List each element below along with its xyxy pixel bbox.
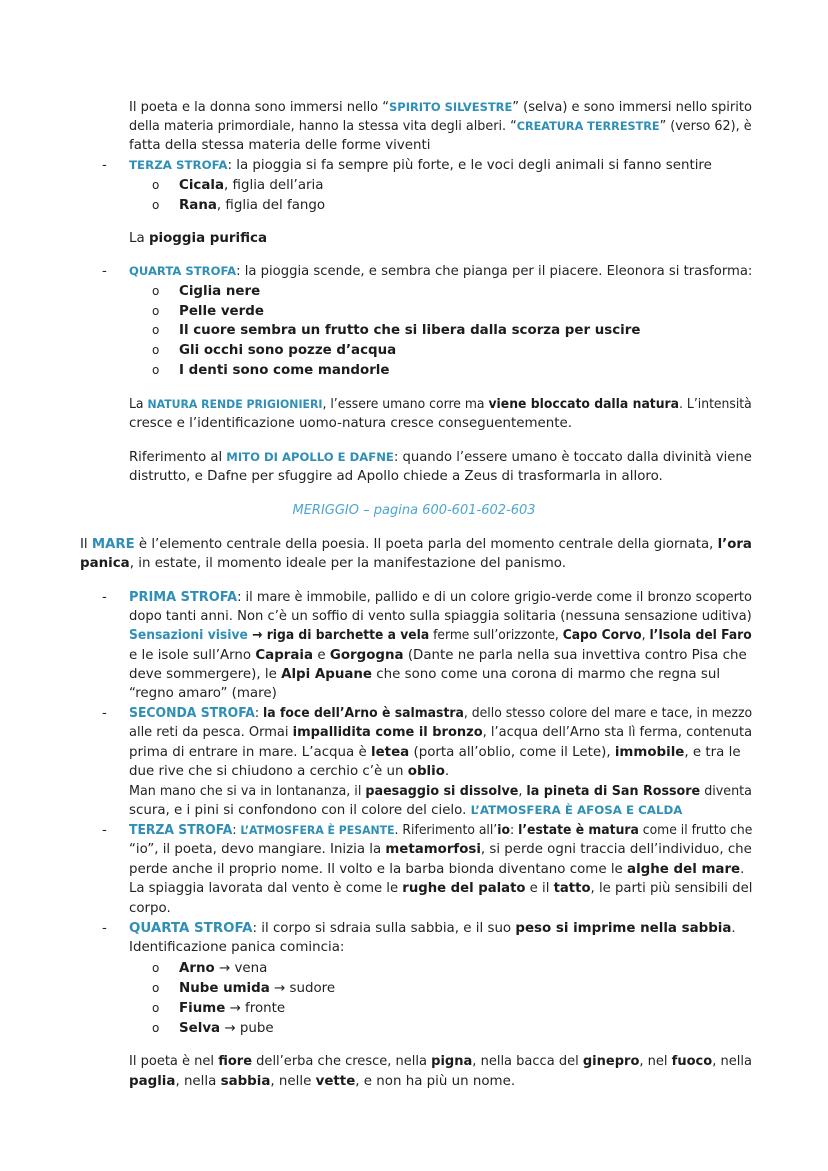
terza-2-line-1: TERZA STROFA: L’ATMOSFERA È PESANTE. Riferimento all’io: l’estate è matura come il frutto che	[129, 823, 753, 838]
seconda-line-4: due rive che si chiudono a cerchio c’è un oblio.	[129, 764, 450, 779]
list-bullet: o	[152, 343, 160, 357]
list-bullet: o	[152, 1021, 160, 1035]
seconda-line-2: alle reti da pesca. Ormai impallidita come il bronzo, l’acqua dell’Arno sta lì ferma, contenuta	[129, 725, 753, 740]
prima-line-6: “regno amaro” (mare)	[129, 686, 277, 701]
list-item: Pelle verde	[179, 304, 264, 319]
terza-strofa-1-line: TERZA STROFA: la pioggia si fa sempre più forte, e le voci degli animali si fanno sentire	[129, 158, 712, 173]
prima-line-4: e le isole sull’Arno Capraia e Gorgogna (Dante ne parla nella sua invettiva contro Pisa che	[129, 648, 747, 663]
dash-bullet: -	[102, 921, 107, 936]
terza-2-line-4: La spiaggia lavorata dal vento è come le rughe del palato e il tatto, le parti più sensibili del	[129, 881, 753, 896]
prima-line-2: dopo tanti anni. Non c’è un soffio di vento sulla spiaggia solitaria (nessuna sensazione uditiva)	[129, 609, 752, 624]
mito-line-1: Riferimento al MITO DI APOLLO E DAFNE: quando l’essere umano è toccato dalla divinità viene	[129, 450, 752, 465]
list-bullet: o	[152, 284, 160, 298]
list-item: Arno → vena	[179, 961, 268, 976]
list-bullet: o	[152, 981, 160, 995]
finale-line-1: Il poeta è nel fiore dell’erba che cresce, nella pigna, nella bacca del ginepro, nel fuoco, nella	[129, 1054, 752, 1069]
section-title: MERIGGIO – pagina 600-601-602-603	[292, 503, 536, 518]
seconda-line-6: scura, e i pini si confondono con il colore del cielo. L’ATMOSFERA È AFOSA E CALDA	[129, 803, 683, 818]
finale-line-2: paglia, nella sabbia, nelle vette, e non ha più un nome.	[129, 1074, 516, 1089]
p1-line-1: Il poeta e la donna sono immersi nello “SPIRITO SILVESTRE” (selva) e sono immersi nello spirito	[129, 100, 752, 115]
dash-bullet: -	[102, 706, 107, 721]
dash-bullet: -	[102, 823, 107, 838]
terza-2-line-3: perde anche il proprio nome. Il volto e la barba bionda diventano come le alghe del mare.	[129, 862, 745, 877]
list-item: Il cuore sembra un frutto che si libera dalla scorza per uscire	[179, 323, 641, 338]
list-item: Rana, figlia del fango	[179, 198, 326, 213]
list-item: I denti sono come mandorle	[179, 363, 390, 378]
quarta-2-line-1: QUARTA STROFA: il corpo si sdraia sulla sabbia, e il suo peso si imprime nella sabbia.	[129, 921, 736, 936]
terza-2-line-5: corpo.	[129, 901, 171, 916]
quarta-2-line-2: Identificazione panica comincia:	[129, 940, 345, 955]
list-bullet: o	[152, 178, 160, 192]
seconda-line-1: SECONDA STROFA: la foce dell’Arno è salmastra, dello stesso colore del mare e tace, in mezzo	[129, 706, 753, 721]
list-item: Gli occhi sono pozze d’acqua	[179, 343, 397, 358]
list-bullet: o	[152, 304, 160, 318]
prima-line-5: deve sommergere), le Alpi Apuane che sono come una corona di marmo che regna sul	[129, 667, 721, 682]
list-bullet: o	[152, 961, 160, 975]
terza-2-line-2: “io”, il poeta, devo mangiare. Inizia la metamorfosi, si perde ogni traccia dell’individuo, che	[129, 842, 752, 857]
p1-line-2: della materia primordiale, hanno la stessa vita degli alberi. “CREATURA TERRESTRE” (verso 62), è	[129, 119, 752, 134]
dash-bullet: -	[102, 590, 107, 605]
list-item: Cicala, figlia dell’aria	[179, 178, 324, 193]
natura-line-2: cresce e l’identificazione uomo-natura cresce conseguentemente.	[129, 416, 572, 431]
intro-line-2: panica, in estate, il momento ideale per la manifestazione del panismo.	[80, 556, 566, 571]
list-item: Fiume → fronte	[179, 1001, 286, 1016]
list-item: Selva → pube	[179, 1021, 274, 1036]
seconda-line-5: Man mano che si va in lontananza, il paesaggio si dissolve, la pineta di San Rossore diventa	[129, 784, 752, 799]
quarta-strofa-1-line: QUARTA STROFA: la pioggia scende, e sembra che pianga per il piacere. Eleonora si trasforma:	[129, 264, 753, 279]
dash-bullet: -	[102, 264, 107, 279]
dash-bullet: -	[102, 158, 107, 173]
seconda-line-3: prima di entrare in mare. L’acqua è letea (porta all’oblio, come il Lete), immobile, e tra le	[129, 745, 741, 760]
list-bullet: o	[152, 363, 160, 377]
list-bullet: o	[152, 1001, 160, 1015]
list-bullet: o	[152, 323, 160, 337]
list-bullet: o	[152, 198, 160, 212]
list-item: Ciglia nere	[179, 284, 261, 299]
pioggia-purifica-line: La pioggia purifica	[129, 231, 267, 246]
mito-line-2: distrutto, e Dafne per sfuggire ad Apollo chiede a Zeus di trasformarla in alloro.	[129, 469, 663, 484]
prima-line-3: Sensazioni visive → riga di barchette a vela ferme sull’orizzonte, Capo Corvo, l’Isola del Faro	[129, 628, 752, 643]
list-item: Nube umida → sudore	[179, 981, 336, 996]
intro-line-1: Il MARE è l’elemento centrale della poesia. Il poeta parla del momento centrale della giornata, l’ora	[80, 537, 752, 552]
prima-line-1: PRIMA STROFA: il mare è immobile, pallido e di un colore grigio-verde come il bronzo scoperto	[129, 590, 752, 605]
p1-line-3: fatta della stessa materia delle forme viventi	[129, 138, 431, 153]
natura-line-1: La NATURA RENDE PRIGIONIERI, l’essere umano corre ma viene bloccato dalla natura. L’intensità	[129, 397, 752, 412]
